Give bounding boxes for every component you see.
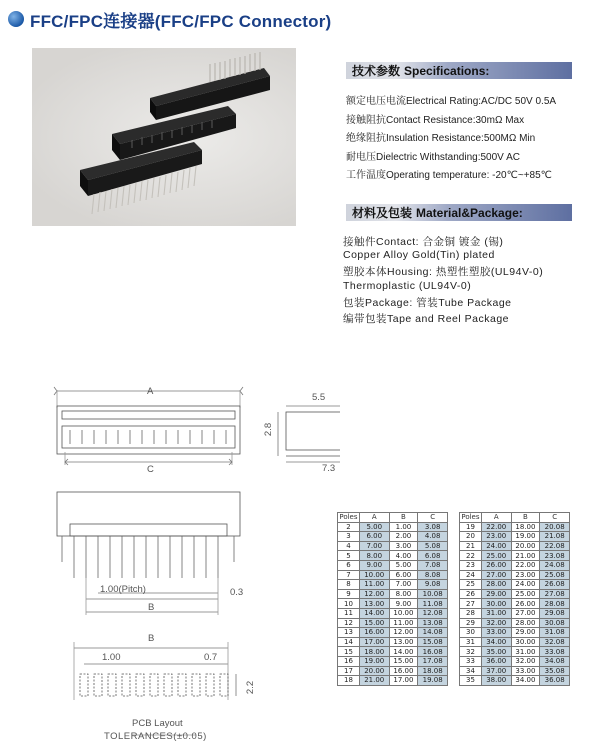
table-cell: 29.00 (481, 589, 511, 599)
table-cell: 34.08 (540, 656, 570, 666)
table-cell: 11.00 (359, 580, 389, 590)
spec-line-insulation: 绝缘阻抗Insulation Resistance:500MΩ Min (346, 133, 536, 144)
table-cell: 32.00 (481, 618, 511, 628)
table-cell: 8.00 (359, 551, 389, 561)
table-cell: 26.08 (540, 580, 570, 590)
table-row (338, 522, 448, 532)
table-cell: 38.00 (481, 676, 511, 686)
col-b: B (511, 513, 540, 523)
col-c: C (540, 513, 570, 523)
table-cell: 3.08 (418, 522, 448, 532)
table-cell: 10.08 (418, 589, 448, 599)
table-cell: 9.08 (418, 580, 448, 590)
col-a: A (481, 513, 511, 523)
table-cell: 23.00 (511, 570, 540, 580)
table-row (338, 589, 448, 599)
table-row (338, 618, 448, 628)
table-cell: 29.00 (511, 628, 540, 638)
table-cell: 28.08 (540, 599, 570, 609)
table-row (338, 570, 448, 580)
specifications-header (346, 62, 572, 79)
table-cell: 13 (338, 628, 360, 638)
material-line-housing-en: Thermoplastic (UL94V-0) (343, 280, 472, 292)
table-cell: 30 (460, 628, 482, 638)
table-cell: 31.00 (511, 647, 540, 657)
table-cell: 9.00 (389, 599, 418, 609)
table-row (338, 676, 448, 686)
table-row (338, 656, 448, 666)
material-line-tape: 编带包装Tape and Reel Package (343, 313, 509, 325)
table-row (460, 580, 570, 590)
table-cell: 19 (460, 522, 482, 532)
col-poles: Poles (461, 513, 480, 522)
dim-pcb-pad-height-label: 2.2 (245, 680, 257, 695)
page-title: FFC/FPC连接器(FFC/FPC Connector) (30, 11, 332, 31)
table-cell: 9 (338, 589, 360, 599)
table-row (338, 628, 448, 638)
table-cell: 10.00 (359, 570, 389, 580)
table-cell: 20.00 (359, 666, 389, 676)
table-cell: 8.00 (389, 589, 418, 599)
table-cell: 6 (338, 560, 360, 570)
table-cell: 21 (460, 541, 482, 551)
specifications-header-zh: 技术参数 (352, 64, 401, 78)
table-cell: 19.08 (418, 676, 448, 686)
table-cell: 10.00 (389, 608, 418, 618)
table-cell: 7.00 (359, 541, 389, 551)
dim-c-label: C (147, 464, 154, 475)
dim-a-label: A (147, 386, 154, 397)
table-row (460, 618, 570, 628)
table-cell: 1.00 (389, 522, 418, 532)
material-line-housing: 塑胶本体Housing: 热塑性塑胶(UL94V-0) (343, 266, 544, 278)
table-cell: 15.00 (389, 656, 418, 666)
table-cell: 36.00 (481, 656, 511, 666)
poles-table-left (337, 512, 448, 686)
table-row (460, 676, 570, 686)
dim-side-width-label: 5.5 (312, 392, 326, 403)
table-cell: 12.00 (389, 628, 418, 638)
table-cell: 26 (460, 589, 482, 599)
table-cell: 33.08 (540, 647, 570, 657)
table-cell: 4.00 (389, 551, 418, 561)
table-cell: 16.08 (418, 647, 448, 657)
table-cell: 27.00 (481, 570, 511, 580)
table-cell: 10 (338, 599, 360, 609)
table-cell: 12.00 (359, 589, 389, 599)
table-cell: 4 (338, 541, 360, 551)
table-cell: 28.00 (481, 580, 511, 590)
table-cell: 34.00 (511, 676, 540, 686)
table-cell: 18 (338, 676, 360, 686)
table-row (460, 666, 570, 676)
table-cell: 24 (460, 570, 482, 580)
col-b: B (389, 513, 418, 523)
table-cell: 22 (460, 551, 482, 561)
table-cell: 7.00 (389, 580, 418, 590)
table-cell: 33 (460, 656, 482, 666)
table-cell: 21.00 (359, 676, 389, 686)
table-row (460, 589, 570, 599)
table-cell: 25.00 (481, 551, 511, 561)
connector-photo-illustration (32, 48, 296, 226)
bullet-icon (8, 11, 24, 27)
tolerances-label: TOLERANCES(±0.05) (104, 731, 207, 742)
col-a: A (359, 513, 389, 523)
table-cell: 23 (460, 560, 482, 570)
dim-pcb-pad-label: 0.7 (204, 652, 218, 663)
table-row (460, 656, 570, 666)
table-cell: 15.08 (418, 637, 448, 647)
table-cell: 7 (338, 570, 360, 580)
spec-line-dielectric: 耐电压Dielectric Withstanding:500V AC (346, 152, 520, 163)
table-cell: 14.00 (359, 608, 389, 618)
table-row (460, 522, 570, 532)
table-cell: 36.08 (540, 676, 570, 686)
table-cell: 22.00 (481, 522, 511, 532)
table-cell: 31.08 (540, 628, 570, 638)
table-row (460, 599, 570, 609)
table-cell: 20.08 (540, 522, 570, 532)
table-cell: 22.00 (511, 560, 540, 570)
spec-line-rating: 额定电压电流Electrical Rating:AC/DC 50V 0.5A (346, 96, 557, 107)
table-cell: 35 (460, 676, 482, 686)
table-cell: 18.00 (359, 647, 389, 657)
table-cell: 20 (460, 532, 482, 542)
table-row (338, 551, 448, 561)
table-cell: 11.08 (418, 599, 448, 609)
table-cell: 13.00 (359, 599, 389, 609)
col-poles: Poles (339, 513, 358, 522)
drawing-top-view (54, 387, 243, 465)
table-cell: 31 (460, 637, 482, 647)
table-cell: 9.00 (359, 560, 389, 570)
dim-side-length-label: 7.3 (322, 463, 336, 474)
table-row (338, 560, 448, 570)
table-cell: 11 (338, 608, 360, 618)
col-c: C (418, 513, 448, 523)
table-row (338, 666, 448, 676)
table-cell: 30.00 (481, 599, 511, 609)
table-cell: 26.00 (481, 560, 511, 570)
table-cell: 27.00 (511, 608, 540, 618)
table-row (460, 551, 570, 561)
poles-table-left-header (338, 513, 448, 523)
table-cell: 11.00 (389, 618, 418, 628)
table-cell: 27.08 (540, 589, 570, 599)
table-cell: 35.00 (481, 647, 511, 657)
table-cell: 6.08 (418, 551, 448, 561)
table-cell: 22.08 (540, 541, 570, 551)
table-row (338, 637, 448, 647)
table-cell: 14.00 (389, 647, 418, 657)
material-line-contact-en: Copper Alloy Gold(Tin) plated (343, 249, 495, 261)
table-row (460, 560, 570, 570)
dim-b-label: B (148, 602, 155, 613)
table-cell: 21.08 (540, 532, 570, 542)
table-cell: 6.00 (359, 532, 389, 542)
poles-table-right-header (460, 513, 570, 523)
table-cell: 27 (460, 599, 482, 609)
table-cell: 24.08 (540, 560, 570, 570)
table-cell: 30.08 (540, 618, 570, 628)
table-cell: 14.08 (418, 628, 448, 638)
table-cell: 8 (338, 580, 360, 590)
table-cell: 2 (338, 522, 360, 532)
table-cell: 13.00 (389, 637, 418, 647)
table-cell: 26.00 (511, 599, 540, 609)
table-cell: 37.00 (481, 666, 511, 676)
table-cell: 23.00 (481, 532, 511, 542)
table-cell: 19.00 (511, 532, 540, 542)
material-header-zh: 材料及包装 (352, 206, 413, 220)
specifications-header-en: Specifications: (404, 63, 490, 78)
dim-side-height-label: 2.8 (263, 422, 275, 437)
table-cell: 15 (338, 647, 360, 657)
product-photo (32, 48, 296, 226)
spec-line-temperature: 工作温度Operating temperature: -20℃~+85℃ (346, 170, 552, 181)
table-cell: 28 (460, 608, 482, 618)
table-row (338, 541, 448, 551)
table-row (460, 628, 570, 638)
table-cell: 13.08 (418, 618, 448, 628)
table-cell: 33.00 (481, 628, 511, 638)
material-header (346, 204, 572, 221)
technical-drawing (0, 380, 340, 747)
table-cell: 24.00 (481, 541, 511, 551)
material-line-contact: 接触件Contact: 合金铜 镀金 (锡) (343, 236, 504, 248)
table-cell: 3.00 (389, 541, 418, 551)
table-cell: 29 (460, 618, 482, 628)
table-row (338, 599, 448, 609)
poles-table-right (459, 512, 570, 686)
table-cell: 5.00 (359, 522, 389, 532)
table-row (338, 580, 448, 590)
table-row (338, 532, 448, 542)
table-cell: 32.08 (540, 637, 570, 647)
table-cell: 21.00 (511, 551, 540, 561)
dim-pitch-label: 1.00(Pitch) (100, 584, 146, 595)
table-cell: 5 (338, 551, 360, 561)
table-cell: 17 (338, 666, 360, 676)
table-cell: 20.00 (511, 541, 540, 551)
table-cell: 34.00 (481, 637, 511, 647)
table-cell: 12 (338, 618, 360, 628)
table-cell: 24.00 (511, 580, 540, 590)
table-cell: 6.00 (389, 570, 418, 580)
table-row (338, 608, 448, 618)
material-line-package: 包装Package: 管装Tube Package (343, 297, 512, 309)
table-row (460, 637, 570, 647)
table-cell: 18.00 (511, 522, 540, 532)
spec-line-contact-resistance: 接触阻抗Contact Resistance:30mΩ Max (346, 115, 525, 126)
table-cell: 8.08 (418, 570, 448, 580)
table-row (460, 570, 570, 580)
table-cell: 23.08 (540, 551, 570, 561)
table-cell: 19.00 (359, 656, 389, 666)
table-cell: 30.00 (511, 637, 540, 647)
material-header-en: Material&Package: (416, 205, 523, 220)
table-cell: 17.00 (359, 637, 389, 647)
table-cell: 7.08 (418, 560, 448, 570)
table-cell: 14 (338, 637, 360, 647)
table-row (460, 647, 570, 657)
table-cell: 17.00 (389, 676, 418, 686)
table-cell: 29.08 (540, 608, 570, 618)
table-cell: 12.08 (418, 608, 448, 618)
table-cell: 28.00 (511, 618, 540, 628)
table-cell: 31.00 (481, 608, 511, 618)
drawing-front-view (57, 492, 240, 615)
table-cell: 3 (338, 532, 360, 542)
table-cell: 4.08 (418, 532, 448, 542)
table-cell: 16.00 (359, 628, 389, 638)
table-row (460, 532, 570, 542)
dim-pcb-b-label: B (148, 633, 155, 644)
table-cell: 34 (460, 666, 482, 676)
table-cell: 25.08 (540, 570, 570, 580)
table-cell: 18.08 (418, 666, 448, 676)
table-row (338, 647, 448, 657)
table-cell: 17.08 (418, 656, 448, 666)
title-row (8, 6, 331, 32)
table-row (460, 541, 570, 551)
table-cell: 32 (460, 647, 482, 657)
pcb-layout-label: PCB Layout (132, 718, 183, 729)
table-cell: 35.08 (540, 666, 570, 676)
table-cell: 15.00 (359, 618, 389, 628)
drawing-side-view (278, 406, 340, 462)
table-cell: 2.00 (389, 532, 418, 542)
table-row (460, 608, 570, 618)
table-cell: 16.00 (389, 666, 418, 676)
table-cell: 32.00 (511, 656, 540, 666)
table-cell: 33.00 (511, 666, 540, 676)
dim-lead-label: 0.3 (230, 587, 244, 598)
table-cell: 5.08 (418, 541, 448, 551)
table-cell: 25 (460, 580, 482, 590)
table-cell: 16 (338, 656, 360, 666)
dim-pcb-pitch-label: 1.00 (102, 652, 121, 663)
table-cell: 25.00 (511, 589, 540, 599)
table-cell: 5.00 (389, 560, 418, 570)
